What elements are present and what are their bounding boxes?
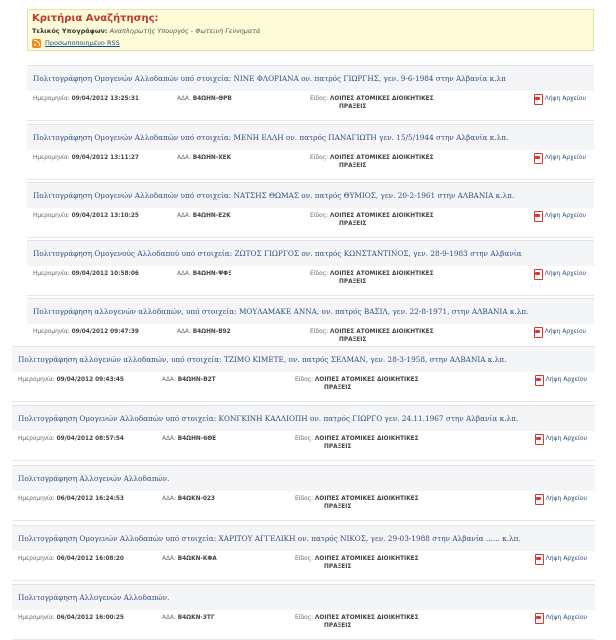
result-date: Ημερομηνία: 09/04/2012 09:47:39 — [33, 329, 139, 335]
download-file-button[interactable]: Λήψη Αρχείου — [534, 494, 587, 503]
result-type: Είδος: ΛΟΙΠΕΣ ΑΤΟΜΙΚΕΣ ΔΙΟΙΚΗΤΙΚΕΣ ΠΡΑΞΕΙΣ — [310, 155, 434, 169]
pdf-icon — [533, 211, 542, 220]
pdf-icon — [533, 269, 542, 278]
rss-icon[interactable] — [32, 39, 41, 48]
result-type: Είδος: ΛΟΙΠΕΣ ΑΤΟΜΙΚΕΣ ΔΙΟΙΚΗΤΙΚΕΣ ΠΡΑΞΕΙΣ — [310, 213, 434, 227]
result-meta — [27, 150, 594, 180]
result-meta — [27, 266, 594, 296]
result-title-link[interactable]: Πολιτογράφηση Ομογενών Αλλοδαπών υπό στοιχεία: ΝΙΝΕ ΦΛΟΡΙΑΝΑ ον. πατρός ΓΙΩΡΓΗΣ, γεν. 9-6-1984 στην Αλβανία κ.λπ — [33, 74, 506, 83]
result-type: Είδος: ΛΟΙΠΕΣ ΑΤΟΜΙΚΕΣ ΔΙΟΙΚΗΤΙΚΕΣ ΠΡΑΞΕΙΣ — [295, 615, 419, 629]
result-ada: ΑΔΑ: Β4ΩΗΝ-ΘΡΒ — [177, 96, 232, 102]
rss-row[interactable] — [32, 38, 589, 48]
download-file-button[interactable]: Λήψη Αρχείου — [533, 153, 586, 162]
result-type: Είδος: ΛΟΙΠΕΣ ΑΤΟΜΙΚΕΣ ΔΙΟΙΚΗΤΙΚΕΣ ΠΡΑΞΕΙΣ — [310, 329, 434, 343]
result-ada: ΑΔΑ: Β4ΩΚΝ-ΚΦΑ — [162, 556, 217, 562]
pdf-icon — [534, 494, 543, 503]
result-title-link[interactable]: Πολιτογράφηση Ομογενών Αλλοδαπών υπό στοιχεία: ΧΑΡΙΤΟΥ ΑΓΓΕΛΙΚΗ ον. πατρός ΝΙΚΟΣ, γεν. 29-03-1988 στην Αλβανία ...... κ.λπ. — [18, 534, 521, 543]
search-criteria-box — [27, 9, 594, 51]
result-item — [12, 584, 595, 640]
pdf-icon — [534, 375, 543, 384]
result-ada: ΑΔΑ: Β4ΩΗΝ-ΧΕΚ — [177, 155, 232, 161]
result-title-link[interactable]: Πολιτογράφηση Ομογενών Αλλοδαπών υπό στοιχεία: ΜΕΝΗ ΕΛΛΗ ον. πατρός ΠΑΝΑΓΙΩΤΗ γεν. 15/5/1944 στην Αλβανία κ.λπ. — [33, 133, 509, 142]
result-meta — [12, 610, 595, 640]
criteria-signer-label: Τελικός Υπογράφων: — [32, 27, 108, 35]
result-meta — [27, 208, 594, 238]
result-meta — [12, 431, 595, 461]
result-meta — [12, 372, 595, 402]
pdf-icon — [533, 327, 542, 336]
download-file-button[interactable]: Λήψη Αρχείου — [533, 94, 586, 103]
criteria-signer-value: Αναπληρωτής Υπουργός - Φωτεινή Γεννηματά — [109, 27, 261, 35]
result-item — [27, 182, 594, 238]
pdf-icon — [533, 153, 542, 162]
rss-link[interactable]: Προσωποποιημένο RSS — [45, 39, 120, 47]
result-type: Είδος: ΛΟΙΠΕΣ ΑΤΟΜΙΚΕΣ ΔΙΟΙΚΗΤΙΚΕΣ ΠΡΑΞΕΙΣ — [295, 377, 419, 391]
result-title-link[interactable]: Πολιτογράφηση Ομογενών Αλλοδαπών υπό στοιχεία: ΝΑΤΣΗΣ ΘΩΜΑΣ ον. πατρός ΘΥΜΙΟΣ, γεν. 20-2-1961 στην ΑΛΒΑΝΙΑ κ.λπ. — [33, 191, 515, 200]
pdf-icon — [533, 94, 542, 103]
result-item — [12, 405, 595, 461]
result-ada: ΑΔΑ: Β4ΩΚΝ-023 — [162, 496, 215, 502]
download-file-button[interactable]: Λήψη Αρχείου — [534, 613, 587, 622]
result-item — [12, 346, 595, 402]
result-item — [27, 240, 594, 296]
result-date: Ημερομηνία: 09/04/2012 08:57:54 — [18, 436, 124, 442]
result-item — [27, 124, 594, 180]
result-ada: ΑΔΑ: Β4ΩΗΝ-6ΘΕ — [162, 436, 217, 442]
result-date: Ημερομηνία: 09/04/2012 10:58:06 — [33, 271, 139, 277]
result-ada: ΑΔΑ: Β4ΩΗΝ-Β92 — [177, 329, 231, 335]
criteria-title: Κριτήρια Αναζήτησης: — [32, 13, 159, 24]
result-ada: ΑΔΑ: Β4ΩΗΝ-Β2Τ — [162, 377, 216, 383]
result-title-link[interactable]: Πολιτογράφηση Ομογενούς Αλλοδαπού υπό στοιχεία: ΖΩΤΟΣ ΓΙΩΡΓΟΣ ον. πατρός ΚΩΝΣΤΑΝΤΙΝΟΣ, γεν. 28-9-1983 στην Αλβανία — [33, 249, 522, 258]
result-type: Είδος: ΛΟΙΠΕΣ ΑΤΟΜΙΚΕΣ ΔΙΟΙΚΗΤΙΚΕΣ ΠΡΑΞΕΙΣ — [295, 496, 419, 510]
result-ada: ΑΔΑ: Β4ΩΚΝ-3ΤΓ — [162, 615, 215, 621]
result-type: Είδος: ΛΟΙΠΕΣ ΑΤΟΜΙΚΕΣ ΔΙΟΙΚΗΤΙΚΕΣ ΠΡΑΞΕΙΣ — [295, 556, 419, 570]
result-date: Ημερομηνία: 09/04/2012 13:11:27 — [33, 155, 139, 161]
result-type: Είδος: ΛΟΙΠΕΣ ΑΤΟΜΙΚΕΣ ΔΙΟΙΚΗΤΙΚΕΣ ΠΡΑΞΕΙΣ — [310, 271, 434, 285]
result-item — [12, 525, 595, 581]
pdf-icon — [534, 613, 543, 622]
result-title-link[interactable]: Πολιτογράφηση Αλλογενών Αλλοδαπών. — [18, 593, 170, 602]
result-type: Είδος: ΛΟΙΠΕΣ ΑΤΟΜΙΚΕΣ ΔΙΟΙΚΗΤΙΚΕΣ ΠΡΑΞΕΙΣ — [295, 436, 419, 450]
result-title-link[interactable]: Πολιτογράφηση Αλλογενών Αλλοδαπών. — [18, 474, 170, 483]
result-date: Ημερομηνία: 09/04/2012 13:25:31 — [33, 96, 139, 102]
download-file-button[interactable]: Λήψη Αρχείου — [533, 269, 586, 278]
result-meta — [27, 91, 594, 121]
result-meta — [12, 491, 595, 521]
result-title-link[interactable]: Πολιτογράφηση αλλογενών αλλοδαπών, υπό στοιχεία: ΤΖΙΜΟ ΚΙΜΕΤΕ, ον. πατρός ΣΕΛΜΑΝ, γεν. 28-3-1958, στην ΑΛΒΑΝΙΑ κ.λπ. — [18, 355, 507, 364]
pdf-icon — [534, 554, 543, 563]
result-item — [27, 65, 594, 121]
download-file-button[interactable]: Λήψη Αρχείου — [534, 554, 587, 563]
download-file-button[interactable]: Λήψη Αρχείου — [534, 434, 587, 443]
result-item — [12, 465, 595, 521]
result-ada: ΑΔΑ: Β4ΩΗΝ-ΨΦΞ — [177, 271, 232, 277]
result-title-link[interactable]: Πολιτογράφηση αλλογενών αλλοδαπών, υπό στοιχεία: ΜΟΥΛΑΜΑΚΕ ΑΝΝΑ, ον. πατρός ΒΑΣΙΛ, γεν. 22-8-1971, στην ΑΛΒΑΝΙΑ κ.λπ. — [33, 307, 529, 316]
download-file-button[interactable]: Λήψη Αρχείου — [533, 327, 586, 336]
result-date: Ημερομηνία: 06/04/2012 16:24:53 — [18, 496, 124, 502]
result-type: Είδος: ΛΟΙΠΕΣ ΑΤΟΜΙΚΕΣ ΔΙΟΙΚΗΤΙΚΕΣ ΠΡΑΞΕΙΣ — [310, 96, 434, 110]
download-file-button[interactable]: Λήψη Αρχείου — [534, 375, 587, 384]
result-date: Ημερομηνία: 09/04/2012 13:10:25 — [33, 213, 139, 219]
result-title-link[interactable]: Πολιτογράφηση Ομογενών Αλλοδαπών υπό στοιχεία: ΚΟΝΓΚΙΝΗ ΚΑΛΛΙΟΠΗ ον. πατρός ΓΙΩΡΓΟ γεν. 24.11.1967 στην Αλβανία κ.λπ. — [18, 414, 519, 423]
result-date: Ημερομηνία: 06/04/2012 16:00:25 — [18, 615, 124, 621]
result-date: Ημερομηνία: 09/04/2012 09:43:45 — [18, 377, 124, 383]
result-meta — [12, 551, 595, 581]
result-ada: ΑΔΑ: Β4ΩΗΝ-Ε2Κ — [177, 213, 231, 219]
download-file-button[interactable]: Λήψη Αρχείου — [533, 211, 586, 220]
criteria-signer — [32, 26, 589, 36]
result-date: Ημερομηνία: 06/04/2012 16:08:20 — [18, 556, 124, 562]
pdf-icon — [534, 434, 543, 443]
